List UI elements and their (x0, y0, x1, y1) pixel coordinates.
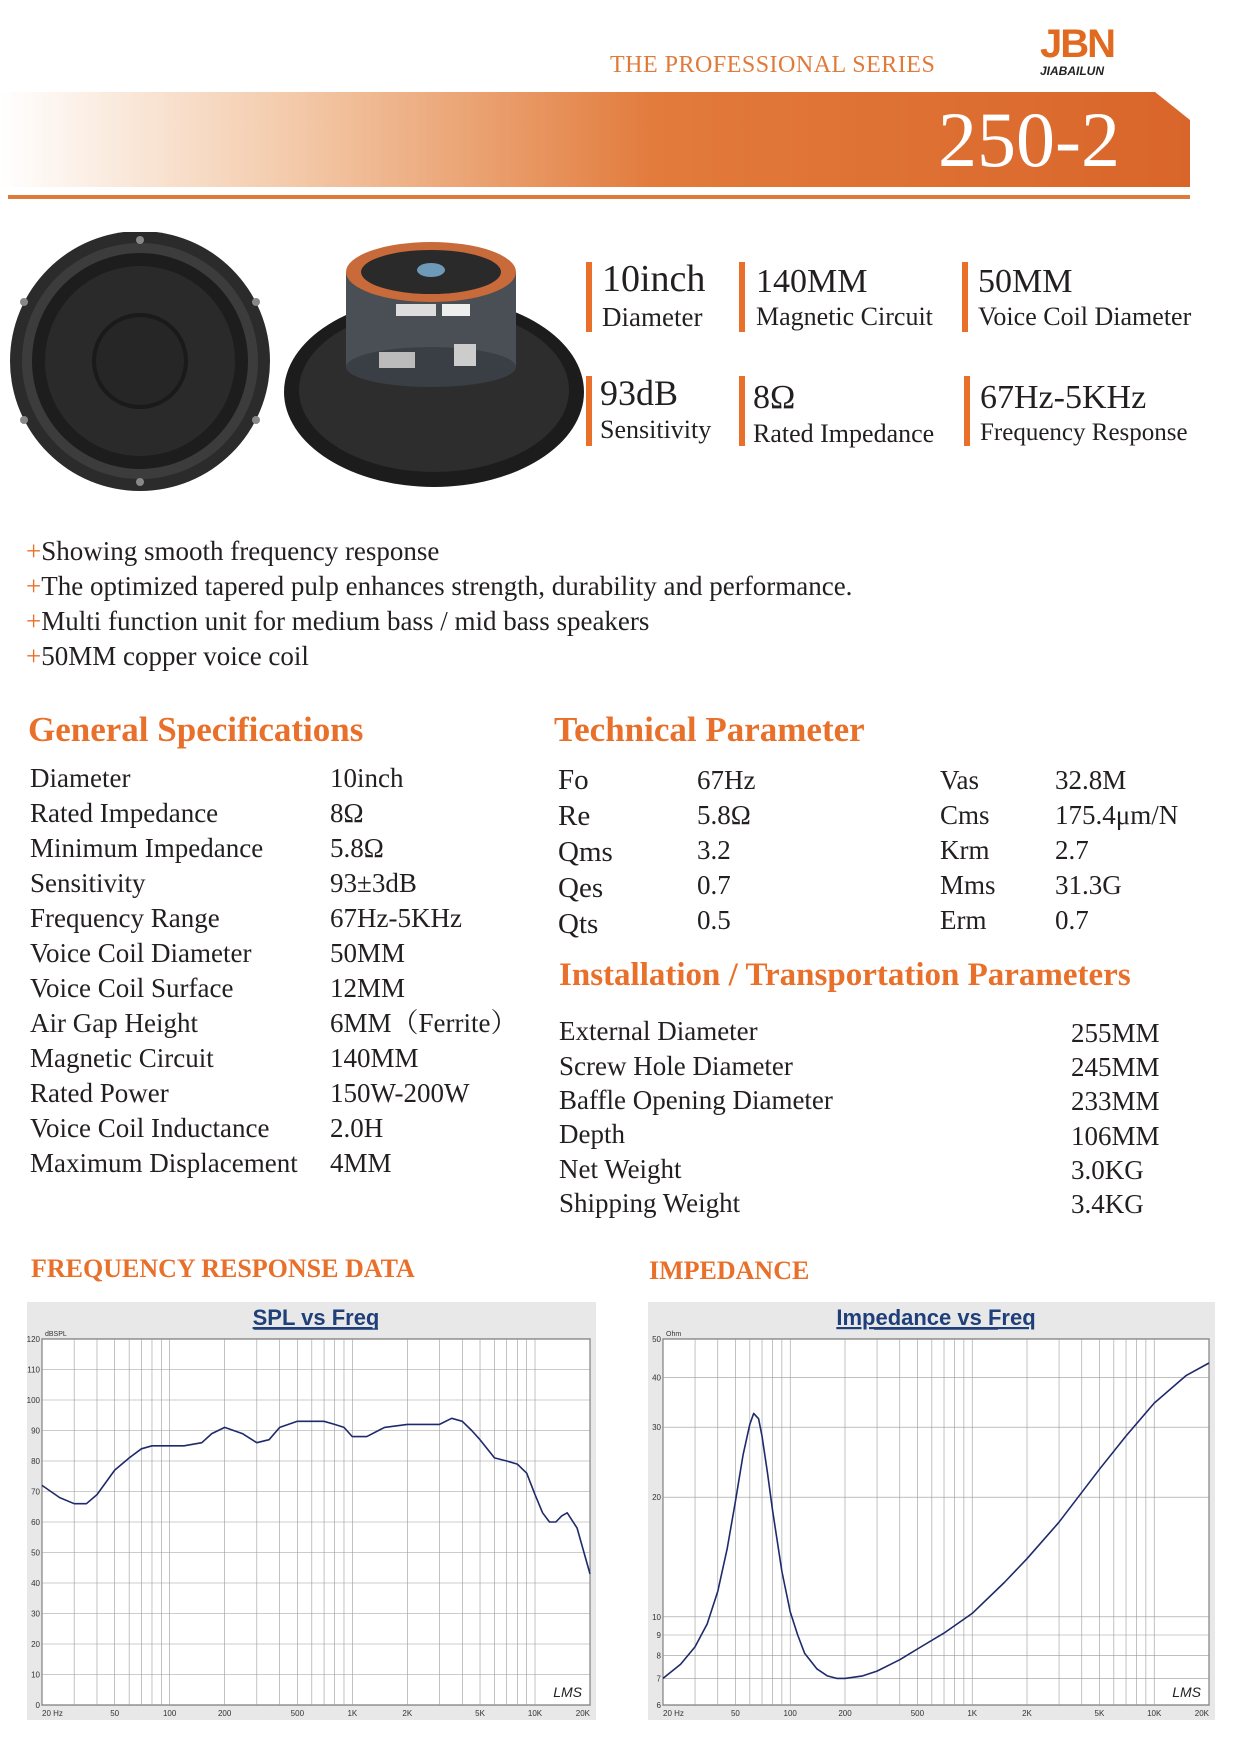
y-tick-label: 20 (31, 1640, 40, 1649)
installation-heading: Installation / Transportation Parameters (559, 957, 1131, 993)
install-value: 3.0KG (1071, 1155, 1144, 1185)
spec-key: Maximum Displacement (30, 1148, 298, 1178)
install-key: Screw Hole Diameter (559, 1051, 793, 1081)
param-key: Cms (940, 800, 990, 830)
highlight-value: 67Hz-5KHz (980, 379, 1147, 416)
param-key: Mms (940, 870, 996, 900)
highlight-label: Voice Coil Diameter (978, 302, 1192, 331)
param-key: Vas (940, 765, 979, 795)
spec-value: 2.0H (330, 1113, 384, 1143)
spec-key: Rated Impedance (30, 798, 219, 828)
install-key: Depth (559, 1119, 625, 1149)
highlight-label: Magnetic Circuit (756, 302, 933, 331)
install-value: 3.4KG (1071, 1189, 1144, 1219)
chart-title: Impedance vs Freq (836, 1305, 1036, 1330)
y-axis-label: Ohm (666, 1331, 682, 1338)
install-value: 233MM (1071, 1086, 1160, 1116)
param-value: 32.8M (1055, 765, 1127, 795)
spec-value: 12MM (330, 973, 406, 1003)
x-tick-label: 1K (967, 1709, 978, 1718)
y-tick-label: 70 (31, 1487, 40, 1497)
spec-key: Voice Coil Inductance (30, 1113, 270, 1143)
y-tick-label: 50 (31, 1548, 40, 1558)
highlight-bar (586, 376, 592, 446)
spec-key: Sensitivity (30, 868, 146, 898)
lms-watermark: LMS (1172, 1684, 1201, 1700)
y-tick-label: 90 (31, 1426, 40, 1436)
y-axis-label: dBSPL (45, 1331, 67, 1338)
param-key: Fo (558, 764, 589, 796)
highlight-label: Diameter (602, 302, 703, 332)
install-key: Shipping Weight (559, 1188, 741, 1218)
x-tick-label: 5K (1094, 1709, 1105, 1718)
param-value: 31.3G (1055, 870, 1122, 900)
y-tick-label: 0 (35, 1701, 40, 1710)
spec-value: 67Hz-5KHz (330, 903, 462, 933)
x-tick-label: 20K (575, 1709, 590, 1718)
highlight-bar (739, 262, 745, 332)
y-tick-label: 30 (31, 1609, 40, 1619)
param-value: 0.5 (697, 905, 731, 935)
technical-heading: Technical Parameter (554, 710, 865, 749)
highlight-label: Frequency Response (980, 419, 1188, 446)
y-tick-label: 10 (31, 1670, 40, 1680)
impedance-heading: IMPEDANCE (649, 1256, 810, 1285)
param-key: Qms (558, 836, 613, 868)
y-tick-label: 40 (652, 1373, 661, 1383)
y-tick-label: 9 (656, 1631, 661, 1641)
install-key: Net Weight (559, 1154, 682, 1184)
brand-logo (1040, 22, 1150, 82)
spec-value: 5.8Ω (330, 833, 384, 863)
highlight-bar (964, 376, 970, 446)
logo-text: JBN (1040, 22, 1115, 66)
x-tick-label: 20K (1194, 1709, 1209, 1718)
spec-key: Magnetic Circuit (30, 1043, 214, 1073)
feature-item: +The optimized tapered pulp enhances strength, durability and performance. (26, 571, 853, 601)
spec-value: 6MM（Ferrite） (330, 1008, 518, 1038)
highlight-label: Sensitivity (600, 415, 712, 444)
spec-key: Air Gap Height (30, 1008, 198, 1038)
x-tick-label: 20 Hz (663, 1709, 684, 1718)
x-tick-label: 200 (838, 1709, 852, 1718)
logo-subtext: JIABAILUN (1040, 64, 1105, 78)
highlight-value: 50MM (978, 263, 1073, 300)
param-value: 5.8Ω (697, 800, 751, 830)
highlight-label: Rated Impedance (753, 419, 935, 448)
param-value: 175.4μm/N (1055, 800, 1179, 830)
model-number: 250-2 (938, 96, 1120, 183)
highlight-value: 140MM (756, 263, 868, 300)
param-key: Krm (940, 835, 990, 865)
y-tick-label: 30 (652, 1423, 661, 1433)
banner-underline (8, 195, 1190, 199)
install-key: External Diameter (559, 1016, 758, 1046)
spec-key: Minimum Impedance (30, 833, 264, 863)
x-tick-label: 500 (910, 1709, 925, 1718)
impedance-chart (648, 1302, 1215, 1720)
param-key: Re (558, 800, 591, 832)
param-value: 2.7 (1055, 835, 1089, 865)
spec-key: Diameter (30, 763, 131, 793)
x-tick-label: 100 (162, 1709, 177, 1718)
y-tick-label: 80 (31, 1457, 40, 1466)
x-tick-label: 2K (402, 1709, 413, 1718)
x-tick-label: 200 (217, 1709, 232, 1718)
y-tick-label: 40 (31, 1579, 40, 1588)
speaker-photos (4, 232, 584, 494)
x-tick-label: 500 (290, 1709, 305, 1718)
general-specs-heading: General Specifications (28, 710, 364, 749)
x-tick-label: 50 (110, 1709, 120, 1718)
spec-value: 93±3dB (330, 868, 417, 898)
feature-item: +Multi function unit for medium bass / mid bass speakers (26, 606, 650, 636)
y-tick-label: 8 (656, 1651, 661, 1661)
y-tick-label: 120 (27, 1335, 40, 1344)
feature-list (26, 534, 852, 674)
x-tick-label: 2K (1022, 1709, 1032, 1718)
x-tick-label: 10K (527, 1709, 543, 1718)
y-tick-label: 10 (652, 1612, 661, 1622)
feature-item: +Showing smooth frequency response (26, 536, 440, 566)
install-value: 245MM (1071, 1052, 1160, 1082)
y-tick-label: 6 (656, 1701, 661, 1710)
param-value: 67Hz (697, 765, 756, 795)
install-value: 106MM (1071, 1121, 1160, 1151)
spec-key: Frequency Range (30, 903, 220, 933)
x-tick-label: 10K (1147, 1709, 1162, 1718)
x-tick-label: 100 (783, 1709, 797, 1718)
chart-title: SPL vs Freq (252, 1305, 380, 1330)
speaker-front-image (10, 232, 270, 491)
spec-value: 4MM (330, 1148, 392, 1178)
y-tick-label: 7 (656, 1674, 661, 1684)
frequency-response-heading: FREQUENCY RESPONSE DATA (31, 1254, 415, 1283)
spec-value: 50MM (330, 938, 406, 968)
x-tick-label: 1K (347, 1709, 358, 1718)
y-tick-label: 20 (652, 1493, 661, 1503)
x-tick-label: 20 Hz (42, 1709, 63, 1718)
y-tick-label: 100 (27, 1396, 40, 1405)
install-key: Baffle Opening Diameter (559, 1085, 833, 1115)
install-value: 255MM (1071, 1018, 1160, 1048)
param-key: Qts (558, 908, 599, 940)
spl-chart (27, 1302, 596, 1720)
highlight-bar (962, 262, 968, 332)
highlight-value: 8Ω (753, 379, 796, 416)
spec-key: Voice Coil Surface (30, 973, 234, 1003)
spec-value: 8Ω (330, 798, 364, 828)
param-value: 0.7 (697, 870, 731, 900)
feature-item: +50MM copper voice coil (26, 641, 309, 671)
highlight-bar (739, 376, 745, 446)
spec-value: 10inch (330, 763, 404, 793)
y-tick-label: 60 (31, 1518, 40, 1527)
speaker-rear-image (284, 242, 584, 487)
param-key: Erm (940, 905, 987, 935)
spec-key: Rated Power (30, 1078, 169, 1108)
highlight-value: 93dB (600, 373, 679, 413)
lms-watermark: LMS (553, 1684, 582, 1700)
highlight-value: 10inch (602, 258, 706, 300)
x-tick-label: 50 (730, 1709, 740, 1718)
y-tick-label: 50 (652, 1335, 661, 1344)
spec-key: Voice Coil Diameter (30, 938, 252, 968)
highlight-bar (586, 262, 592, 332)
x-tick-label: 5K (475, 1709, 485, 1718)
series-title: THE PROFESSIONAL SERIES (610, 52, 936, 78)
spec-value: 150W-200W (330, 1078, 470, 1108)
param-key: Qes (558, 872, 604, 904)
param-value: 0.7 (1055, 905, 1089, 935)
spec-value: 140MM (330, 1043, 419, 1073)
y-tick-label: 110 (27, 1365, 40, 1375)
plot-area (663, 1339, 1209, 1705)
param-value: 3.2 (697, 835, 731, 865)
